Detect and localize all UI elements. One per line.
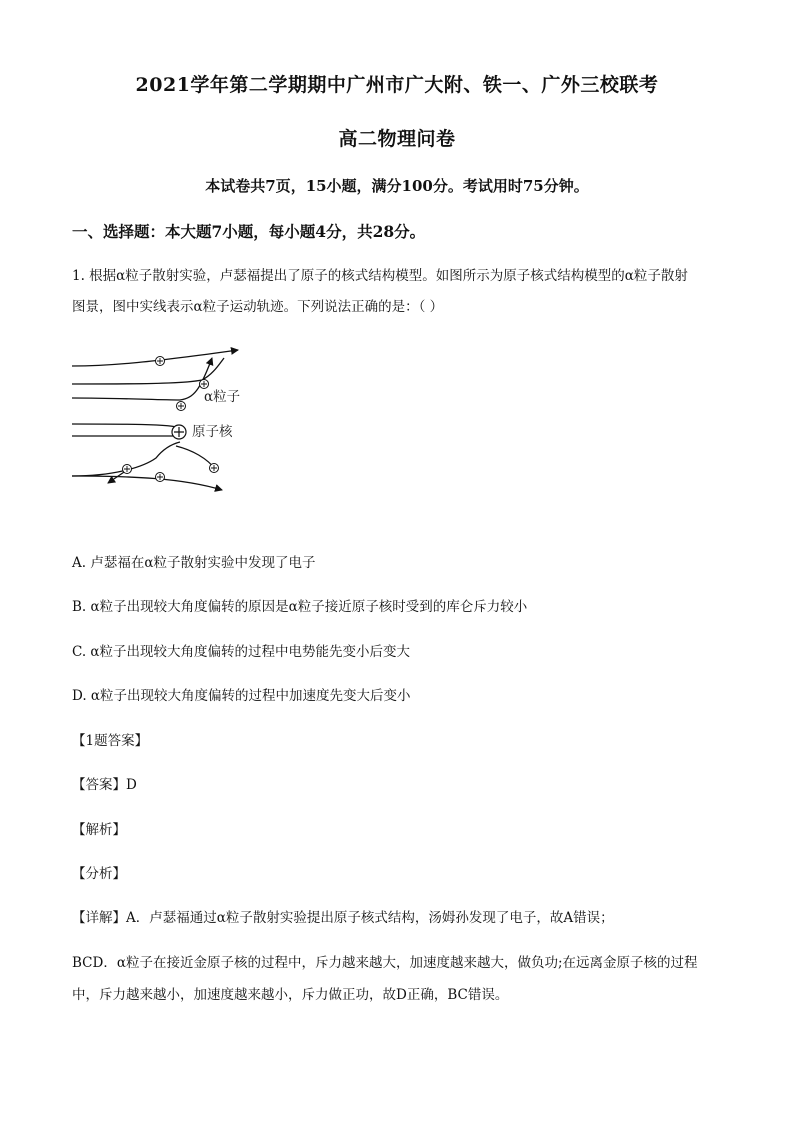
detail-line-3: 中，斥力越来越小，加速度越来越小，斥力做正功，故D正确，BC错误。 [72, 987, 509, 1003]
label-alpha-particle: α粒子 [204, 389, 241, 405]
option-b: B. α粒子出现较大角度偏转的原因是α粒子接近原子核时受到的库仑斥力较小 [72, 599, 528, 615]
section-heading: 一、选择题：本大题7小题，每小题4分，共28分。 [72, 222, 426, 241]
exam-subtitle: 高二物理问卷 [338, 128, 456, 150]
question-stem-line-1: 1. 根据α粒子散射实验，卢瑟福提出了原子的核式结构模型。如图所示为原子核式结构模型的α粒子散射 [72, 268, 688, 284]
detail-line-2: BCD．α粒子在接近金原子核的过程中，斥力越来越大，加速度越来越大，做负功;在远离金原子核的过程 [72, 955, 698, 971]
trajectory-6 [72, 476, 222, 490]
fenxi-label: 【分析】 [72, 866, 126, 882]
nucleus-icon [172, 425, 186, 439]
trajectory-4 [72, 424, 183, 436]
trajectory-3 [72, 358, 212, 400]
alpha-particle-plus-signs [124, 358, 217, 480]
answer-header: 【1题答案】 [72, 733, 149, 749]
option-d: D. α粒子出现较大角度偏转的过程中加速度先变大后变小 [72, 688, 411, 704]
option-c: C. α粒子出现较大角度偏转的过程中电势能先变小后变大 [72, 644, 411, 660]
exam-title: 2021学年第二学期期中广州市广大附、铁一、广外三校联考 [135, 74, 659, 96]
exam-info: 本试卷共7页，15小题，满分100分。考试用时75分钟。 [205, 177, 589, 195]
detail-line-1: 【详解】A．卢瑟福通过α粒子散射实验提出原子核式结构，汤姆孙发现了电子，故A错误； [72, 910, 614, 926]
trajectory-1 [72, 350, 238, 366]
alpha-particles [123, 357, 219, 482]
question-stem-line-2: 图景，图中实线表示α粒子运动轨迹。下列说法正确的是：（ ） [72, 299, 444, 315]
alpha-scattering-figure [72, 340, 262, 495]
option-a: A. 卢瑟福在α粒子散射实验中发现了电子 [72, 555, 316, 571]
analysis-label: 【解析】 [72, 822, 126, 838]
label-nucleus: 原子核 [192, 424, 233, 440]
answer: 【答案】D [72, 777, 137, 793]
